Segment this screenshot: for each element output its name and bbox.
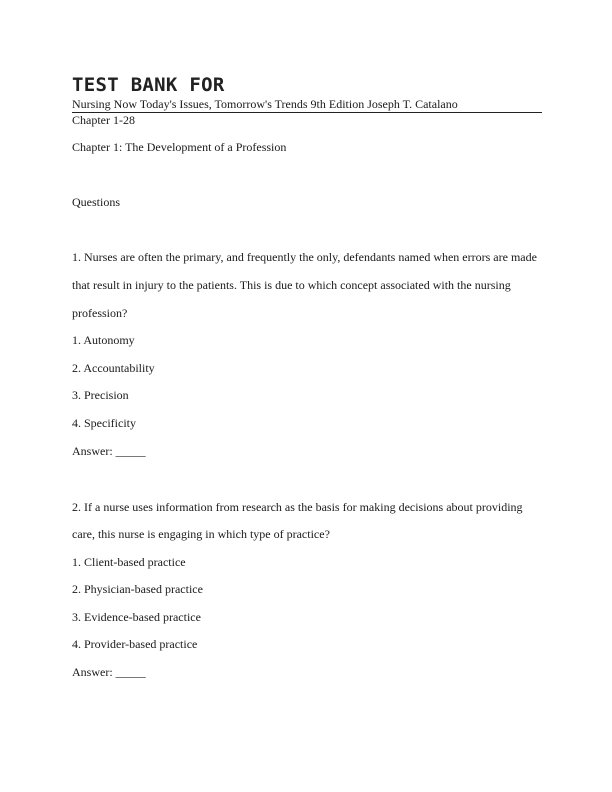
question-2-answer: Answer: _____ xyxy=(72,665,146,679)
question-1-option-3: 3. Precision xyxy=(72,388,129,402)
question-1-stem-line-1: 1. Nurses are often the primary, and frequently the only, defendants named when errors are made xyxy=(72,250,537,264)
question-2-stem-line-1: 2. If a nurse uses information from research as the basis for making decisions about providing xyxy=(72,500,523,514)
chapter-heading: Chapter 1: The Development of a Profession xyxy=(72,140,287,154)
document-page xyxy=(72,0,542,792)
question-1-answer: Answer: _____ xyxy=(72,444,146,458)
question-1-option-2: 2. Accountability xyxy=(72,361,155,375)
question-2-option-1: 1. Client-based practice xyxy=(72,555,186,569)
section-label: Questions xyxy=(72,195,120,209)
question-1-option-1: 1. Autonomy xyxy=(72,333,135,347)
document-title: TEST BANK FOR xyxy=(72,74,225,96)
question-2-option-2: 2. Physician-based practice xyxy=(72,582,203,596)
question-2-stem-line-2: care, this nurse is engaging in which type of practice? xyxy=(72,527,330,541)
question-1-stem-line-2: that result in injury to the patients. This is due to which concept associated with the nursing xyxy=(72,278,511,292)
question-1-option-4: 4. Specificity xyxy=(72,416,136,430)
chapter-range: Chapter 1-28 xyxy=(72,113,135,127)
document-subtitle: Nursing Now Today's Issues, Tomorrow's Trends 9th Edition Joseph T. Catalano xyxy=(72,97,542,113)
question-1-stem-line-3: profession? xyxy=(72,306,128,320)
question-2-option-3: 3. Evidence-based practice xyxy=(72,610,201,624)
question-2-option-4: 4. Provider-based practice xyxy=(72,637,198,651)
